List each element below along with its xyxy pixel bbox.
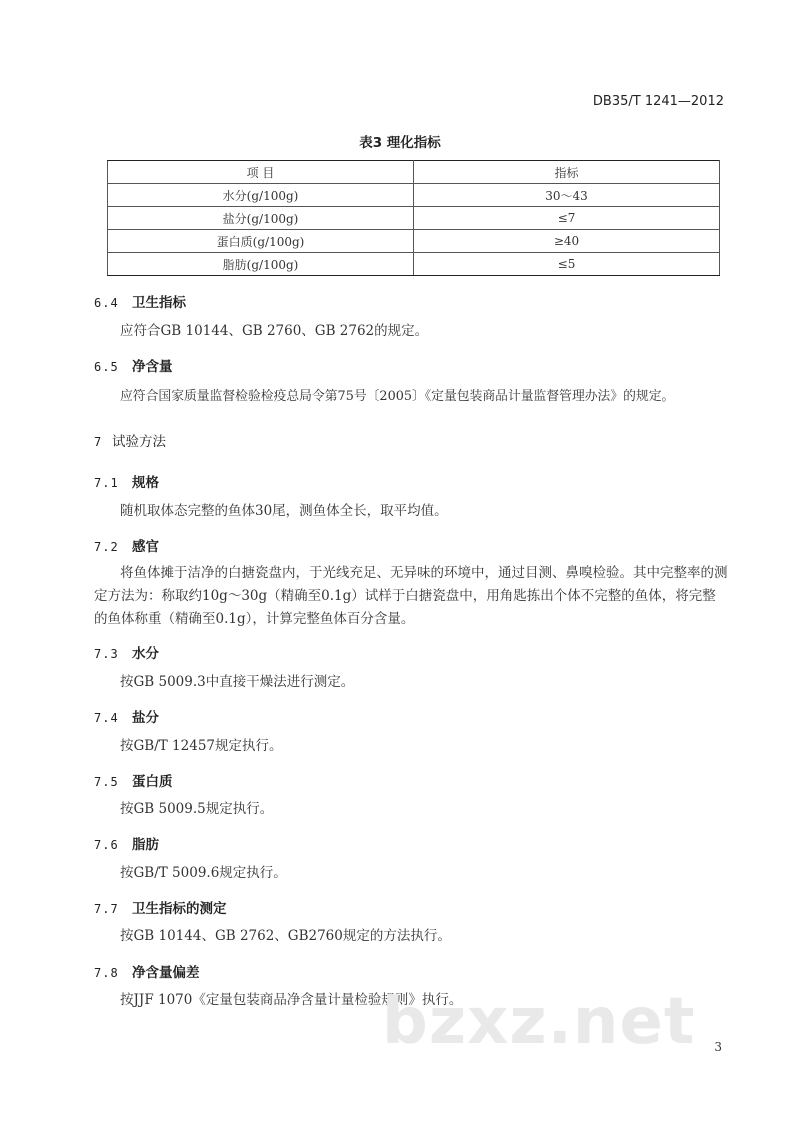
table-cell-value: ≤5 [414,253,720,276]
chapter-number: 7 [94,435,103,449]
section-heading-7-5 [94,770,173,790]
section-title: 规格 [132,475,159,491]
section-text-7-2: 将鱼体摊于洁净的白搪瓷盘内，于光线充足、无异味的环境中，通过目测、鼻嗅检验。其中完整率的测定方法为：称取约10g～30g（精确至0.1g）试样于白搪瓷盘中，用角匙拣出个体不完整的鱼体，将完整的鱼体称重（精确至0.1g），计算完整鱼体百分含量。 [94,565,728,627]
section-title: 蛋白质 [132,774,173,790]
section-number: 7.2 [94,540,119,554]
table-cell-item: 水分(g/100g) [108,184,414,207]
section-number: 7.6 [94,838,119,852]
section-title: 脂肪 [132,837,159,853]
section-number: 7.3 [94,647,119,661]
table-header-row [108,161,720,184]
column-header-item: 项 目 [108,161,414,184]
section-number: 7.1 [94,476,119,490]
section-heading-7-6 [94,833,159,853]
section-heading-7-4 [94,706,159,726]
section-text-7-8: 按JJF 1070《定量包装商品净含量计量检验规则》执行。 [120,992,463,1008]
section-heading-7-8 [94,961,200,981]
section-title: 水分 [132,646,159,662]
section-text-7-4: 按GB/T 12457规定执行。 [120,738,283,754]
section-heading-7-1 [94,471,159,491]
table-row [108,207,720,230]
page-number: 3 [714,1040,722,1054]
section-title: 卫生指标的测定 [132,901,227,917]
section-text-7-6: 按GB/T 5009.6规定执行。 [120,865,287,881]
physicochemical-table [107,160,720,276]
table-cell-item: 盐分(g/100g) [108,207,414,230]
table-row [108,230,720,253]
section-heading-7-2 [94,535,159,555]
section-heading-7-7 [94,897,227,917]
section-text-7-1: 随机取体态完整的鱼体30尾，测鱼体全长，取平均值。 [120,503,448,519]
column-header-indicator: 指标 [414,161,720,184]
section-number: 6.4 [94,296,119,310]
table-cell-value: ≤7 [414,207,720,230]
section-number: 7.8 [94,966,119,980]
section-title: 净含量 [132,359,173,375]
section-heading-6-5 [94,355,173,375]
section-text-7-7: 按GB 10144、GB 2762、GB2760规定的方法执行。 [120,928,451,944]
table-caption: 表3 理化指标 [359,135,441,151]
table-row [108,253,720,276]
section-text-6-5: 应符合国家质量监督检验检疫总局令第75号〔2005〕《定量包装商品计量监督管理办法》的规定。 [120,389,675,404]
section-number: 7.7 [94,902,119,916]
section-title: 净含量偏差 [132,965,200,981]
table-cell-item: 蛋白质(g/100g) [108,230,414,253]
section-heading-7-3 [94,642,159,662]
section-number: 7.5 [94,775,119,789]
section-heading-6-4 [94,291,186,311]
section-text-6-4: 应符合GB 10144、GB 2760、GB 2762的规定。 [120,323,429,339]
section-title: 感官 [132,539,159,555]
standard-number: DB35/T 1241—2012 [592,94,724,109]
watermark: bzxz.net [382,985,696,1059]
chapter-heading-7 [94,430,166,450]
section-number: 6.5 [94,360,119,374]
table-cell-value: 30～43 [414,184,720,207]
section-text-7-3: 按GB 5009.3中直接干燥法进行测定。 [120,674,355,690]
table-cell-item: 脂肪(g/100g) [108,253,414,276]
section-number: 7.4 [94,711,119,725]
chapter-title: 试验方法 [112,434,166,450]
table-cell-value: ≥40 [414,230,720,253]
section-title: 盐分 [132,710,159,726]
section-title: 卫生指标 [132,295,186,311]
section-text-7-5: 按GB 5009.5规定执行。 [120,801,274,817]
table-row [108,184,720,207]
